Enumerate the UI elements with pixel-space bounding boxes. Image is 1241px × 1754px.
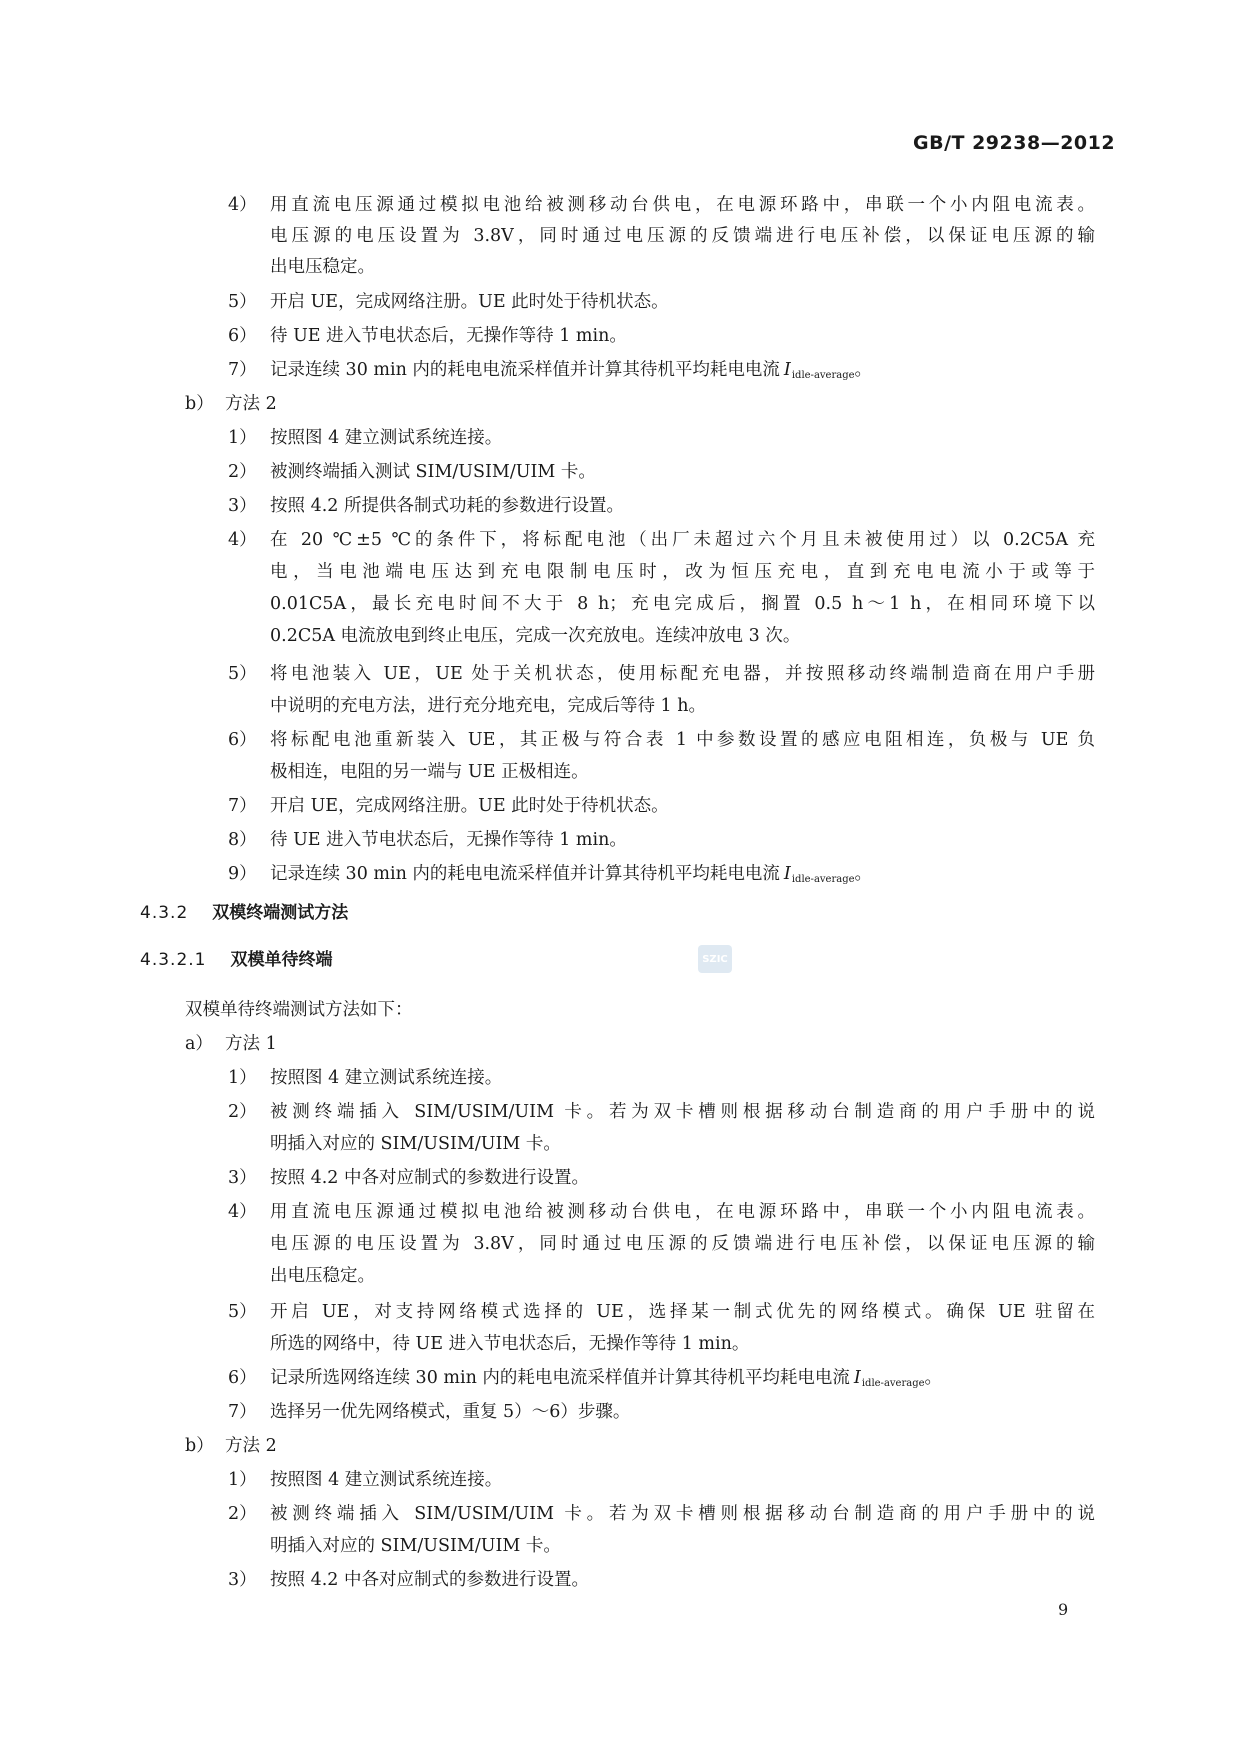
current-subscript: idle-average <box>791 370 855 381</box>
subsection-heading <box>140 945 332 970</box>
step-text-line: 出电压稳定。 <box>270 1266 375 1286</box>
step-text-line: 0.2C5A 电流放电到终止电压，完成一次充放电。连续冲放电 3 次。 <box>270 626 801 646</box>
step-number: 2） <box>228 462 257 482</box>
step-text-line: 被测终端插入测试 SIM/USIM/UIM 卡。 <box>270 462 596 482</box>
step-number: 2） <box>228 1102 257 1122</box>
list-title: 方法 1 <box>225 1034 277 1054</box>
step-text-line: 被测终端插入 SIM/USIM/UIM 卡。若为双卡槽则根据移动台制造商的用户手册中的说 <box>270 1102 1095 1122</box>
step-text-line: 电压源的电压设置为 3.8V，同时通过电压源的反馈端进行电压补偿，以保证电压源的输 <box>270 1234 1095 1254</box>
step-number: 3） <box>228 496 257 516</box>
watermark-logo: SZIC <box>698 945 732 973</box>
list-label: b） <box>185 394 214 414</box>
step-text-line: 开启 UE，完成网络注册。UE 此时处于待机状态。 <box>270 292 669 312</box>
step-text: 记录连续 30 min 内的耗电电流采样值并计算其待机平均耗电电流 <box>270 864 780 884</box>
step-number: 7） <box>228 796 257 816</box>
document-code: GB/T 29238—2012 <box>913 132 1116 154</box>
step-number: 4） <box>228 195 257 215</box>
step-number: 1） <box>228 1068 257 1088</box>
step-number: 8） <box>228 830 257 850</box>
step-text-line: 开启 UE，对支持网络模式选择的 UE，选择某一制式优先的网络模式。确保 UE 驻留在 <box>270 1302 1095 1322</box>
sentence-end: 。 <box>854 360 873 380</box>
step-number: 4） <box>228 1202 257 1222</box>
step-number: 7） <box>228 360 257 380</box>
step-text-line: 用直流电压源通过模拟电池给被测移动台供电，在电源环路中，串联一个小内阻电流表。 <box>270 195 1095 215</box>
step-text-line: 所选的网络中，待 UE 进入节电状态后，无操作等待 1 min。 <box>270 1334 750 1354</box>
step-number: 1） <box>228 428 257 448</box>
step-text-line: 开启 UE，完成网络注册。UE 此时处于待机状态。 <box>270 796 669 816</box>
list-label: b） <box>185 1436 214 1456</box>
step-text-line: 在 20 ℃±5 ℃的条件下，将标配电池（出厂未超过六个月且未被使用过）以 0.2C5A 充 <box>270 530 1095 550</box>
step-text-line: 将标配电池重新装入 UE，其正极与符合表 1 中参数设置的感应电阻相连，负极与 UE 负 <box>270 730 1095 750</box>
step-text-line <box>270 860 1095 885</box>
step-text-line: 中说明的充电方法，进行充分地充电，完成后等待 1 h。 <box>270 696 707 716</box>
step-number: 5） <box>228 1302 257 1322</box>
current-symbol: I <box>783 360 791 380</box>
step-text: 记录所选网络连续 30 min 内的耗电电流采样值并计算其待机平均耗电电流 <box>270 1368 850 1388</box>
step-text-line: 待 UE 进入节电状态后，无操作等待 1 min。 <box>270 326 627 346</box>
step-number: 3） <box>228 1168 257 1188</box>
step-text-line: 按照图 4 建立测试系统连接。 <box>270 428 503 448</box>
step-text-line: 将电池装入 UE，UE 处于关机状态，使用标配充电器，并按照移动终端制造商在用户手册 <box>270 664 1095 684</box>
step-number: 6） <box>228 326 257 346</box>
step-number: 5） <box>228 292 257 312</box>
step-text-line: 电压源的电压设置为 3.8V，同时通过电压源的反馈端进行电压补偿，以保证电压源的输 <box>270 226 1095 246</box>
step-text-line: 明插入对应的 SIM/USIM/UIM 卡。 <box>270 1536 561 1556</box>
step-text-line: 待 UE 进入节电状态后，无操作等待 1 min。 <box>270 830 627 850</box>
current-subscript: idle-average <box>861 1378 925 1389</box>
step-text-line: 电，当电池端电压达到充电限制电压时，改为恒压充电，直到充电电流小于或等于 <box>270 562 1095 582</box>
page-number: 9 <box>1058 1600 1069 1619</box>
step-number: 1） <box>228 1470 257 1490</box>
step-number: 9） <box>228 864 257 884</box>
step-text-line: 选择另一优先网络模式，重复 5）～6）步骤。 <box>270 1402 631 1422</box>
subsection-number: 4.3.2.1 <box>140 950 207 970</box>
step-text-line: 明插入对应的 SIM/USIM/UIM 卡。 <box>270 1134 561 1154</box>
step-text-line: 0.01C5A，最长充电时间不大于 8 h；充电完成后，搁置 0.5 h～1 h，在相同环境下以 <box>270 594 1095 614</box>
step-text-line <box>270 1364 1095 1389</box>
step-text-line <box>270 356 1095 381</box>
current-symbol: I <box>783 864 791 884</box>
sentence-end: 。 <box>924 1368 943 1388</box>
step-number: 4） <box>228 530 257 550</box>
step-text-line: 被测终端插入 SIM/USIM/UIM 卡。若为双卡槽则根据移动台制造商的用户手册中的说 <box>270 1504 1095 1524</box>
list-label: a） <box>185 1034 213 1054</box>
list-title: 方法 2 <box>225 394 277 414</box>
step-number: 2） <box>228 1504 257 1524</box>
step-number: 7） <box>228 1402 257 1422</box>
sentence-end: 。 <box>854 864 873 884</box>
step-text-line: 按照图 4 建立测试系统连接。 <box>270 1068 503 1088</box>
current-symbol: I <box>853 1368 861 1388</box>
section-number: 4.3.2 <box>140 903 189 923</box>
step-number: 3） <box>228 1570 257 1590</box>
step-number: 6） <box>228 730 257 750</box>
step-text-line: 按照 4.2 中各对应制式的参数进行设置。 <box>270 1570 589 1590</box>
step-number: 5） <box>228 664 257 684</box>
current-subscript: idle-average <box>791 874 855 885</box>
section-title: 双模终端测试方法 <box>212 903 349 923</box>
step-text-line: 极相连，电阻的另一端与 UE 正极相连。 <box>270 762 589 782</box>
step-number: 6） <box>228 1368 257 1388</box>
step-text-line: 按照 4.2 所提供各制式功耗的参数进行设置。 <box>270 496 624 516</box>
subsection-title: 双模单待终端 <box>230 950 333 970</box>
step-text-line: 出电压稳定。 <box>270 257 375 277</box>
step-text-line: 按照 4.2 中各对应制式的参数进行设置。 <box>270 1168 589 1188</box>
section-heading <box>140 898 348 923</box>
step-text-line: 按照图 4 建立测试系统连接。 <box>270 1470 503 1490</box>
step-text: 记录连续 30 min 内的耗电电流采样值并计算其待机平均耗电电流 <box>270 360 780 380</box>
intro-paragraph: 双模单待终端测试方法如下： <box>185 1000 413 1020</box>
step-text-line: 用直流电压源通过模拟电池给被测移动台供电，在电源环路中，串联一个小内阻电流表。 <box>270 1202 1095 1222</box>
list-title: 方法 2 <box>225 1436 277 1456</box>
